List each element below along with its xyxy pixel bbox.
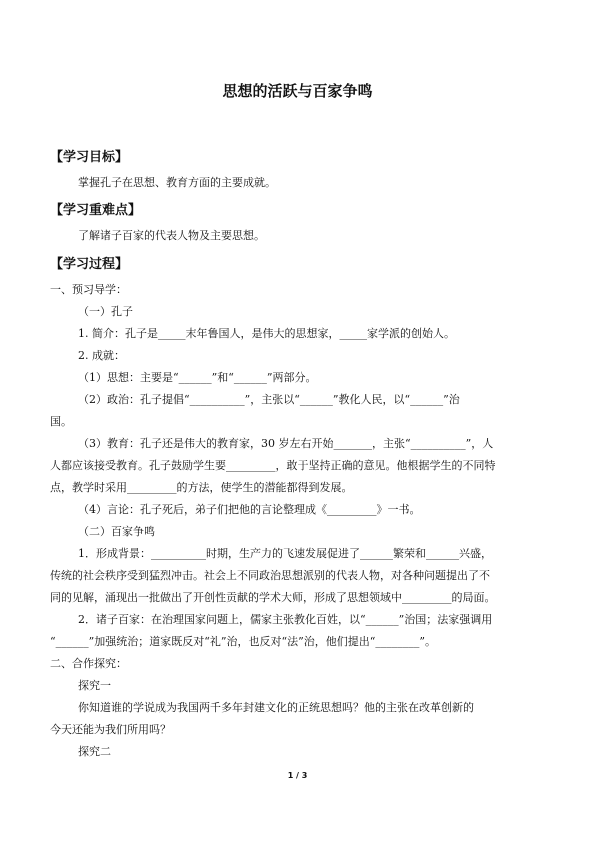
text-line: （2）政治：孔子提倡“__________”，主张以“______”教化人民，以“______”治: [78, 393, 460, 406]
text-line: 你知道谁的学说成为我国两千多年封建文化的正统思想吗？他的主张在改革创新的: [78, 701, 474, 714]
text-line: 探究一: [78, 679, 111, 692]
text-line: 探究二: [78, 745, 111, 758]
section-heading-key: 【学习重难点】: [50, 203, 142, 218]
key-text: 了解诸子百家的代表人物及主要思想。: [78, 229, 265, 242]
goal-text: 掌握孔子在思想、教育方面的主要成就。: [78, 176, 276, 189]
text-line: （一）孔子: [78, 305, 133, 318]
page-title: 思想的活跃与百家争鸣: [222, 82, 373, 100]
text-line: （4）言论：孔子死后，弟子们把他的言论整理成《_________》一书。: [78, 503, 421, 516]
text-line: （3）教育：孔子还是伟大的教育家，30 岁左右开始_______，主张“__________”，人: [78, 437, 494, 450]
text-line: 传统的社会秩序受到猛烈冲击。社会上不同政治思想派别的代表人物，对各种问题提出了不: [50, 569, 490, 582]
text-line: （1）思想：主要是“______”和“______”两部分。: [78, 371, 317, 384]
section-heading-process: 【学习过程】: [50, 257, 129, 272]
text-line: 1．形成背景：__________时期，生产力的飞速发展促进了______繁荣和______兴盛，: [78, 547, 492, 560]
text-line: 国。: [50, 415, 72, 428]
text-line: 人都应该接受教育。孔子鼓励学生要_________，敢于坚持正确的意见。他根据学生的不同特: [50, 459, 496, 472]
text-line: 一、预习导学：: [50, 283, 127, 296]
text-line: 2. 成就：: [78, 349, 125, 362]
page-number: 1 / 3: [287, 771, 308, 780]
section-heading-goal: 【学习目标】: [50, 150, 129, 165]
text-line: （二）百家争鸣: [78, 525, 155, 538]
text-line: 二、合作探究：: [50, 657, 127, 670]
text-line: 2．诸子百家：在治理国家问题上，儒家主张教化百姓，以“______”治国；法家强调用: [78, 613, 493, 626]
text-line: 点，教学时采用_________的方法，使学生的潜能都得到发展。: [50, 481, 353, 494]
text-line: 同的见解，涌现出一批做出了开创性贡献的学术大师，形成了思想领域中_________的局面。: [50, 591, 496, 604]
text-line: 今天还能为我们所用吗？: [50, 723, 171, 736]
text-line: 1. 简介：孔子是_____末年鲁国人，是伟大的思想家，_____家学派的创始人。: [78, 327, 455, 340]
text-line: “______”加强统治；道家既反对“礼”治，也反对“法”治，他们提出“________”。: [50, 635, 436, 648]
